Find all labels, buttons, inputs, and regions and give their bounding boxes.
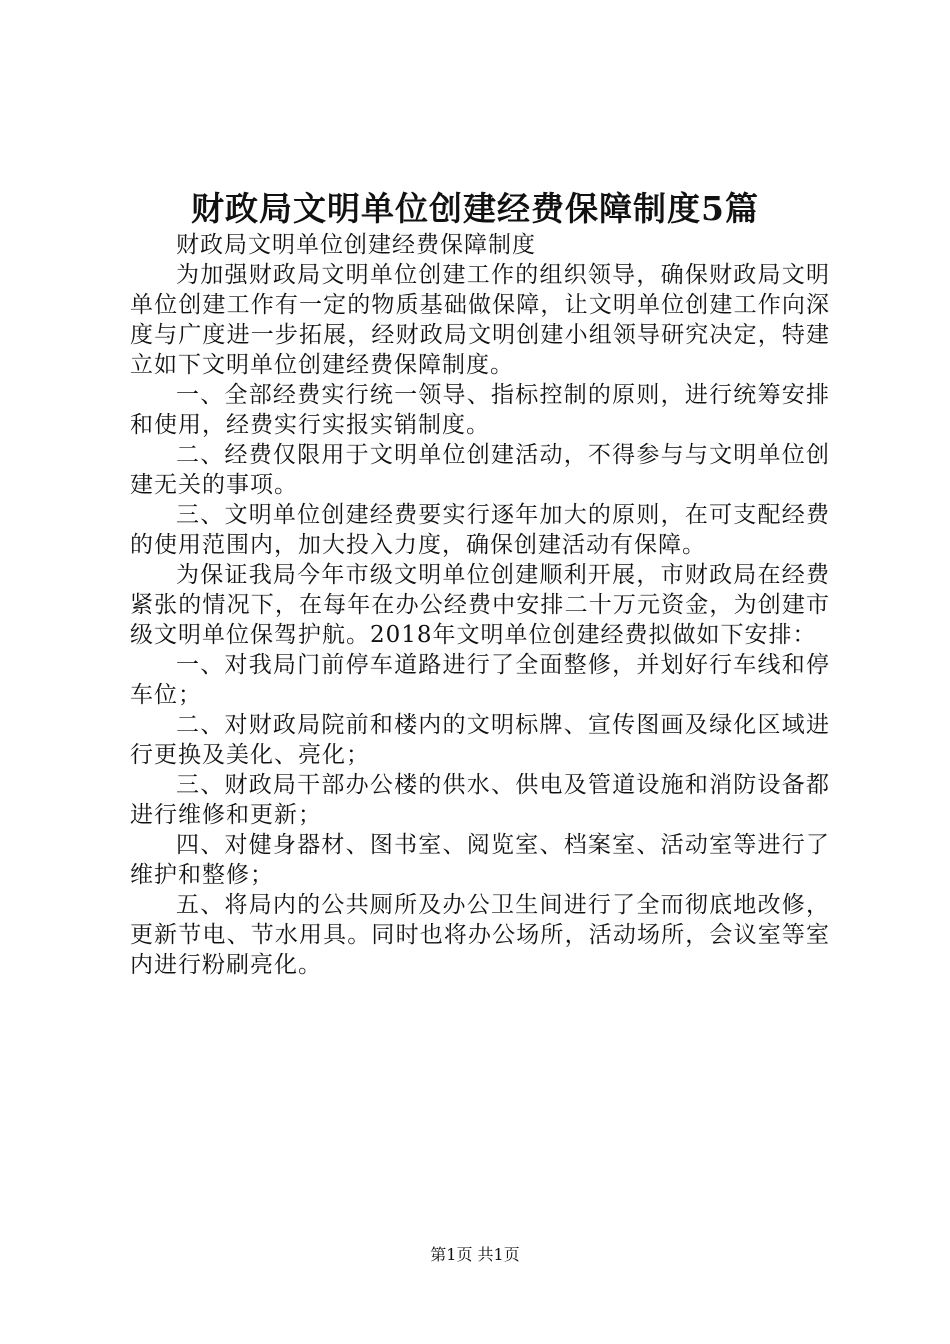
- subtitle-paragraph: 财政局文明单位创建经费保障制度: [176, 232, 536, 258]
- rule-paragraph-2: 二、经费仅限用于文明单位创建活动，不得参与与文明单位创建无关的事项。: [130, 442, 830, 498]
- plan-item-3: 三、财政局干部办公楼的供水、供电及管道设施和消防设备都进行维修和更新；: [130, 772, 830, 828]
- rule-paragraph-1: 一、全部经费实行统一领导、指标控制的原则，进行统筹安排和使用，经费实行实报实销制度。: [130, 382, 830, 438]
- plan-item-5: 五、将局内的公共厕所及办公卫生间进行了全而彻底地改修，更新节电、节水用具。同时也将办公场所，活动场所，会议室等室内进行粉刷亮化。: [130, 892, 830, 978]
- plan-intro-paragraph: 为保证我局今年市级文明单位创建顺利开展，市财政局在经费紧张的情况下，在每年在办公经费中安排二十万元资金，为创建市级文明单位保驾护航。2018年文明单位创建经费拟做如下安排：: [130, 562, 830, 648]
- plan-item-1: 一、对我局门前停车道路进行了全面整修，并划好行车线和停车位；: [130, 652, 830, 708]
- document-title: 财政局文明单位创建经费保障制度5篇: [191, 189, 759, 228]
- plan-item-2: 二、对财政局院前和楼内的文明标牌、宣传图画及绿化区域进行更换及美化、亮化；: [130, 712, 830, 768]
- page-footer: 第1页 共1页: [430, 1245, 520, 1264]
- rule-paragraph-3: 三、文明单位创建经费要实行逐年加大的原则，在可支配经费的使用范围内，加大投入力度，确保创建活动有保障。: [130, 502, 830, 558]
- document-body: [130, 230, 830, 980]
- plan-item-4: 四、对健身器材、图书室、阅览室、档案室、活动室等进行了维护和整修；: [130, 832, 830, 888]
- intro-paragraph: 为加强财政局文明单位创建工作的组织领导，确保财政局文明单位创建工作有一定的物质基础做保障，让文明单位创建工作向深度与广度进一步拓展，经财政局文明创建小组领导研究决定，特建立如下文明单位创建经费保障制度。: [130, 262, 830, 378]
